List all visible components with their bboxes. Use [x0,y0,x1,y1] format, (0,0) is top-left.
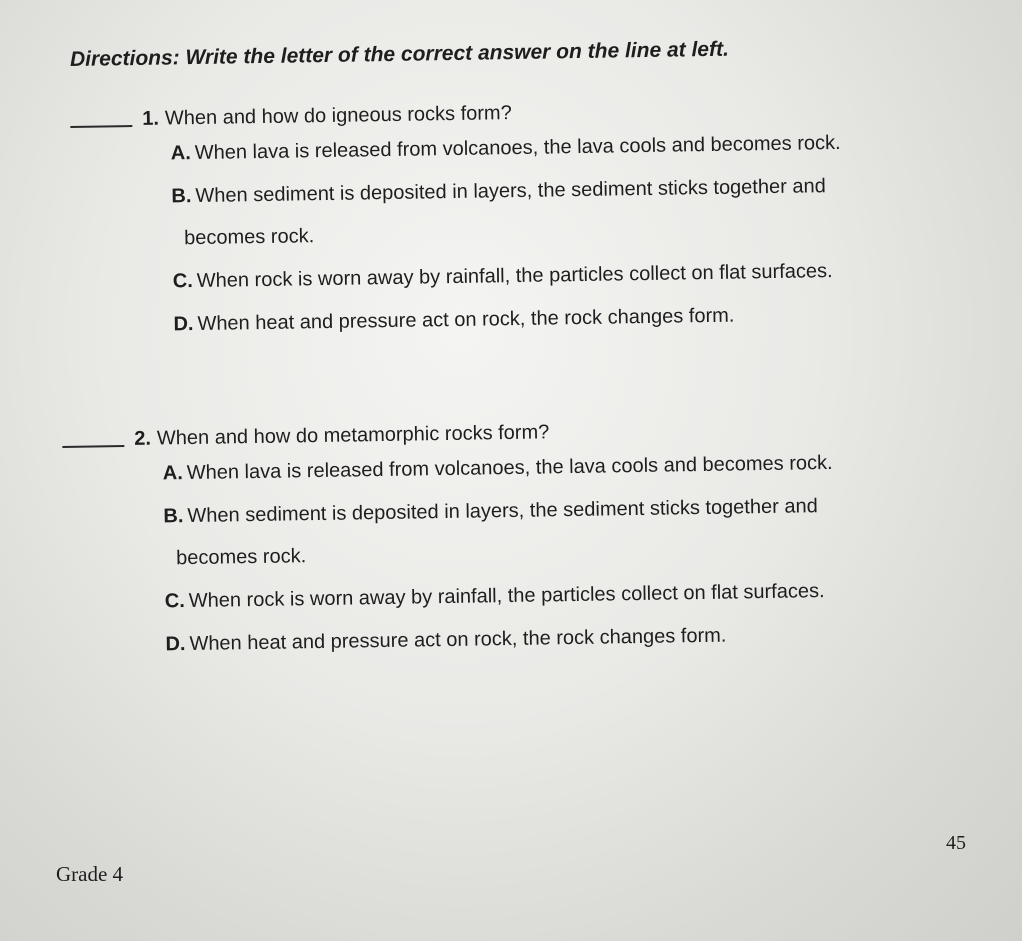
option-text: When lava is released from volcanoes, the lava cools and becomes rock. [186,451,833,485]
question-1-answer-blank[interactable] [70,125,132,128]
question-2-option-d [165,623,835,656]
option-letter: D. [165,633,186,656]
question-1-option-d [173,303,843,336]
question-2-number: 2. [134,427,152,450]
question-2-answer-blank[interactable] [62,445,124,448]
question-1-number: 1. [142,107,160,130]
option-text: When rock is worn away by rainfall, the particles collect on flat surfaces. [196,260,833,293]
question-2-option-c [165,580,835,613]
option-text-continued: becomes rock. [183,225,315,250]
question-2-option-b [163,495,834,570]
option-letter: C. [172,270,193,293]
option-text: When lava is released from volcanoes, the lava cools and becomes rock. [194,131,841,165]
question-1-text: When and how do igneous rocks form? [164,102,512,130]
directions-text: Directions: Write the letter of the correct answer on the line at left. [69,37,729,71]
grade-label: Grade 4 [56,862,124,886]
option-text: When sediment is deposited in layers, the sediment sticks together and [195,175,826,208]
question-1 [70,92,844,358]
question-1-option-b [171,175,842,250]
option-text-continued: becomes rock. [175,545,307,570]
question-2-text: When and how do metamorphic rocks form? [156,421,550,450]
option-text: When sediment is deposited in layers, the sediment sticks together and [187,495,818,528]
page-number: 45 [946,832,966,854]
option-letter: C. [164,590,185,613]
option-letter: A. [170,142,191,165]
option-text: When rock is worn away by rainfall, the particles collect on flat surfaces. [188,580,825,613]
option-text: When heat and pressure act on rock, the rock changes form. [189,624,727,656]
question-2-option-a [163,452,833,485]
question-1-options [171,132,844,335]
option-letter: D. [173,313,194,336]
question-2-options [163,452,836,655]
question-1-option-c [173,260,843,293]
question-2-line [62,412,832,452]
option-letter: A. [162,462,183,485]
option-text: When heat and pressure act on rock, the rock changes form. [197,304,735,336]
question-2 [62,412,836,678]
question-1-line [70,92,840,132]
option-letter: B. [163,505,184,528]
option-letter: B. [171,185,192,208]
question-1-option-a [171,132,841,165]
